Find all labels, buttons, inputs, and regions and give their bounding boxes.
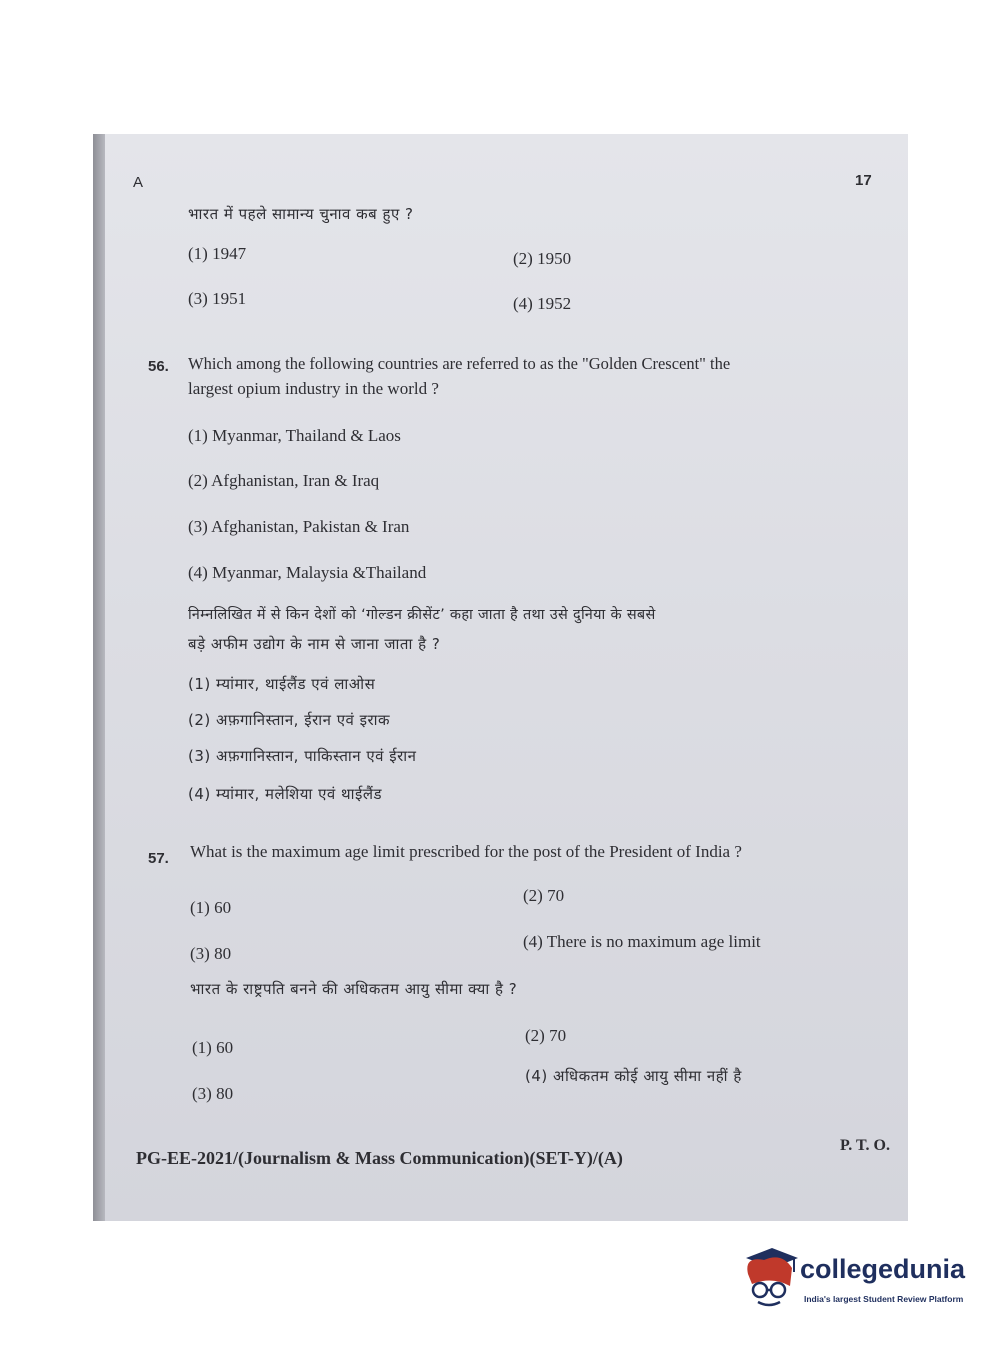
- q57-option-3: (3) 80: [190, 944, 232, 963]
- collegedunia-logo: [742, 1246, 972, 1316]
- footer-exam-code: PG-EE-2021/(Journalism & Mass Communication)(SET-Y)/(A): [136, 1148, 623, 1168]
- logo-name: collegedunia: [800, 1254, 966, 1284]
- q56-hindi-option-1: (1) म्यांमार, थाईलैंड एवं लाओस: [188, 675, 376, 693]
- q56-text-line1: Which among the following countries are referred to as the "Golden Crescent" the: [188, 354, 731, 373]
- q57-text: What is the maximum age limit prescribed for the post of the President of India ?: [190, 842, 742, 861]
- q56-option-2: (2) Afghanistan, Iran & Iraq: [188, 471, 380, 490]
- q56-text-line2: largest opium industry in the world ?: [188, 379, 439, 398]
- q57-number: 57.: [148, 850, 169, 867]
- q57-hindi-option-2: (2) 70: [525, 1026, 567, 1045]
- q56-option-1: (1) Myanmar, Thailand & Laos: [188, 426, 401, 445]
- q55-hindi-text: भारत में पहले सामान्य चुनाव कब हुए ?: [188, 205, 414, 223]
- footer-pto: P. T. O.: [840, 1137, 890, 1154]
- q56-hindi-option-4: (4) म्यांमार, मलेशिया एवं थाईलैंड: [188, 785, 383, 803]
- q57-hindi-option-4: (4) अधिकतम कोई आयु सीमा नहीं है: [525, 1067, 742, 1085]
- page-number: 17: [855, 172, 872, 189]
- q56-option-4: (4) Myanmar, Malaysia &Thailand: [188, 563, 427, 582]
- q55-option-2: (2) 1950: [513, 249, 572, 268]
- q56-hindi-option-2: (2) अफ़गानिस्तान, ईरान एवं इराक: [188, 711, 390, 729]
- q57-hindi-text: भारत के राष्ट्रपति बनने की अधिकतम आयु सीमा क्या है ?: [190, 980, 518, 998]
- page-spine-shadow: [93, 134, 105, 1221]
- q55-option-4: (4) 1952: [513, 294, 572, 313]
- logo-tagline: India's largest Student Review Platform: [804, 1294, 964, 1304]
- q56-option-3: (3) Afghanistan, Pakistan & Iran: [188, 517, 410, 536]
- q56-hindi-line1: निम्नलिखित में से किन देशों को ‘गोल्डन क्रीसेंट’ कहा जाता है तथा उसे दुनिया के सबसे: [188, 607, 656, 623]
- q56-hindi-line2: बड़े अफीम उद्योग के नाम से जाना जाता है ?: [188, 635, 441, 653]
- q55-option-3: (3) 1951: [188, 289, 247, 308]
- set-letter: A: [133, 174, 144, 191]
- q56-hindi-option-3: (3) अफ़गानिस्तान, पाकिस्तान एवं ईरान: [188, 747, 417, 765]
- q57-option-1: (1) 60: [190, 898, 232, 917]
- student-mascot-icon: [742, 1246, 798, 1316]
- q57-option-4: (4) There is no maximum age limit: [523, 932, 761, 951]
- q57-hindi-option-3: (3) 80: [192, 1084, 234, 1103]
- q57-option-2: (2) 70: [523, 886, 565, 905]
- q56-number: 56.: [148, 358, 169, 375]
- q55-option-1: (1) 1947: [188, 244, 247, 263]
- exam-page-photo: [93, 134, 908, 1221]
- q57-hindi-option-1: (1) 60: [192, 1038, 234, 1057]
